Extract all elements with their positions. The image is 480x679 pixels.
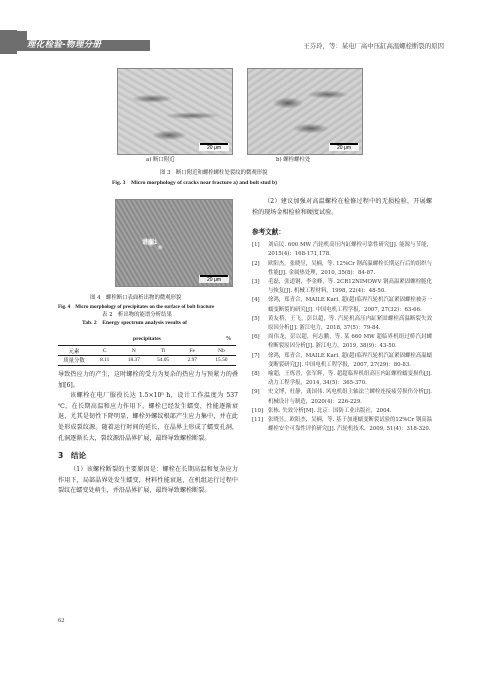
right-column-text bbox=[252, 197, 432, 434]
table-header-row: 元素 C N Ti Fe Nb bbox=[68, 347, 225, 355]
reference-text: 欧阳杰，张晓昱，吴楠，等. 12%Cr 钢高温螺栓长期运行后的组织与性能[J]. 金属热处理，2010, 35(8)：84-87. bbox=[268, 260, 432, 276]
reference-item bbox=[252, 296, 432, 314]
reference-text: 史文博，杜静，龚国伟. 风电机组主轴法兰螺栓连接疲劳损伤分析[J]. 机械设计与制造，2020(4)：226-229. bbox=[268, 389, 432, 405]
reference-text: 喻超，王炼晋，张军辉，等. 超超临界机组高压内缸螺栓蠕变损伤[J]. 动力工程学报，2014, 34(5)：365-370. bbox=[268, 371, 432, 387]
reference-number: [2] bbox=[252, 260, 260, 267]
paragraph: （1）该螺栓断裂的主要原因是：螺栓在长期高温和复杂应力作用下，局部晶界处发生蠕变，材料性能衰退，在机组运行过程中裂纹在蠕变处萌生，并沿晶界扩展，最终导致螺栓断裂。 bbox=[58, 466, 238, 495]
reference-text: 徐鸿，郑青合，MAILE Karl. 超(超)临界汽轮机汽缸紧固螺栓高温蠕变断裂研究[J]. 中国电机工程学报，2007, 27(29)：80-83. bbox=[268, 352, 432, 368]
reference-number: [8] bbox=[252, 371, 260, 378]
table2 bbox=[58, 345, 236, 366]
reference-number: [5] bbox=[252, 315, 260, 322]
figure4-caption-cn: 图 4 螺栓断口表面析出物的微观形貌 bbox=[90, 295, 182, 301]
reference-text: 徐鸿，郑青合，MAILE Karl. 超(超)临界汽轮机汽缸紧固螺栓被旁一蠕变断裂的研究[J]. 中国电机工程学报，2007, 27(32)：63-66. bbox=[268, 297, 432, 313]
reference-item bbox=[252, 333, 432, 351]
figure3a-micrograph bbox=[117, 68, 233, 155]
figure3-caption-en: Fig. 3 Micro morphology of cracks near fracture a) and bolt stud b) bbox=[112, 180, 278, 186]
paragraph: 该螺栓在电厂服役长达 1.5×10⁵ h，设计工作温度为 537 ℃，在长期高温和应力作用下，螺栓已经发生蠕变，性能逐渐衰退，尤其是韧性下降明显，螺栓外螺纹根部产生应力集中，并在此处形成裂纹源。随着运行时间的延长，在晶界上形成了蠕变孔洞，孔洞逐渐长大，裂纹源沿晶界扩展，最终导致螺栓断裂。 bbox=[58, 392, 238, 442]
reference-item bbox=[252, 278, 432, 296]
table2-title-en-2: precipitates bbox=[133, 336, 161, 342]
reference-number: [4] bbox=[252, 297, 260, 304]
table2-title-en-1: Tab. 2 Energy spectrum analysis results of bbox=[82, 320, 188, 326]
figure3-caption-cn: 图 3 断口附近和螺栓螺柱处裂纹的微观形貌 bbox=[160, 170, 268, 176]
scale-bar: 20 μm bbox=[329, 143, 359, 151]
reference-text: 周伟龙，彭以超，何志鹏，等. 某 660 MW 超临界机组过桥汽封螺栓断裂原因分析[J]. 浙江电力，2019, 38(9)：43-50. bbox=[268, 334, 432, 350]
reference-item bbox=[252, 260, 432, 278]
reference-text: 黄友桥，王飞，彭以超，等. 汽轮机高压内缸紧固螺栓高温断裂失效原因分析[J]. 浙江电力，2018, 37(5)：79-84. bbox=[268, 315, 432, 332]
table2-title-cn: 表 2 析出物的能谱分析结果 bbox=[102, 312, 172, 318]
references-title: 参考文献： bbox=[252, 228, 285, 237]
figure3b-label: b) 螺栓螺柱处 bbox=[276, 157, 311, 163]
figure4-caption-en: Fig. 4 Micro morphology of precipitates on the surface of bolt fracture bbox=[58, 304, 215, 310]
reference-number: [9] bbox=[252, 389, 260, 396]
reference-number: [1] bbox=[252, 242, 260, 249]
reference-item bbox=[252, 388, 432, 406]
reference-item bbox=[252, 315, 432, 333]
reference-number: [7] bbox=[252, 352, 260, 359]
figure3a-label: a) 断口附近 bbox=[146, 157, 175, 163]
journal-logo-text: 理化检验-物理分册 bbox=[27, 40, 102, 50]
reference-item bbox=[252, 407, 432, 416]
reference-item bbox=[252, 241, 432, 259]
figure4-micrograph bbox=[115, 199, 233, 287]
table2-unit: % bbox=[226, 336, 232, 342]
reference-item bbox=[252, 370, 432, 388]
paragraph: （2）建议加强对高温螺栓在检修过程中的无损检验，开展螺栓的现场金相检验和硬度试验。 bbox=[252, 198, 432, 216]
spectrum-marker: 谱图1 bbox=[142, 240, 158, 246]
running-title: 王芬玲，等：某电厂高中压缸高温螺栓断裂的原因 bbox=[303, 42, 444, 50]
page-header bbox=[0, 0, 480, 52]
paragraph: 导致热应力的产生，这时螺栓的受力为复杂的热应力与预紧力的叠加[6]。 bbox=[58, 371, 238, 389]
reference-text: 张栋. 失效分析[M]. 北京：国防工业出版社，2004. bbox=[268, 407, 392, 414]
scale-bar: 20 μm bbox=[199, 275, 229, 283]
reference-list bbox=[252, 241, 432, 434]
section-title: 3 结论 bbox=[58, 451, 87, 461]
reference-text: 张晓昱，欧阳杰，吴楠，等. 基于加速蠕变断裂试验的12%Cr 钢高温螺栓安全可靠性评价研究[J]. 汽轮机技术，2009, 51(4)：318-320. bbox=[268, 417, 432, 433]
reference-number: [3] bbox=[252, 279, 260, 285]
page-number: 62 bbox=[58, 617, 65, 624]
figure3b-micrograph bbox=[247, 68, 363, 155]
reference-text: 刘启民. 600 MW 汽轮机高压内缸螺栓可靠性研究[J]. 能源与节能，2015(4)：168-171,178. bbox=[268, 242, 432, 258]
reference-number: [6] bbox=[252, 334, 260, 341]
reference-number: [10] bbox=[252, 407, 264, 414]
table-row: 质量分数 8.11 18.37 54.05 2.97 15.50 bbox=[63, 357, 228, 364]
reference-item bbox=[252, 352, 432, 370]
left-column-text bbox=[58, 370, 238, 497]
reference-item bbox=[252, 416, 432, 434]
scale-bar: 20 μm bbox=[199, 143, 229, 151]
reference-text: 毛磊，张道钢，李金峰，等. 2CR12NIMOWV 钢高温紧固螺栓脆化与恢复[J]. 机械工程材料，1998, 22(4)：48-50. bbox=[268, 279, 432, 295]
reference-number: [11] bbox=[252, 417, 264, 424]
